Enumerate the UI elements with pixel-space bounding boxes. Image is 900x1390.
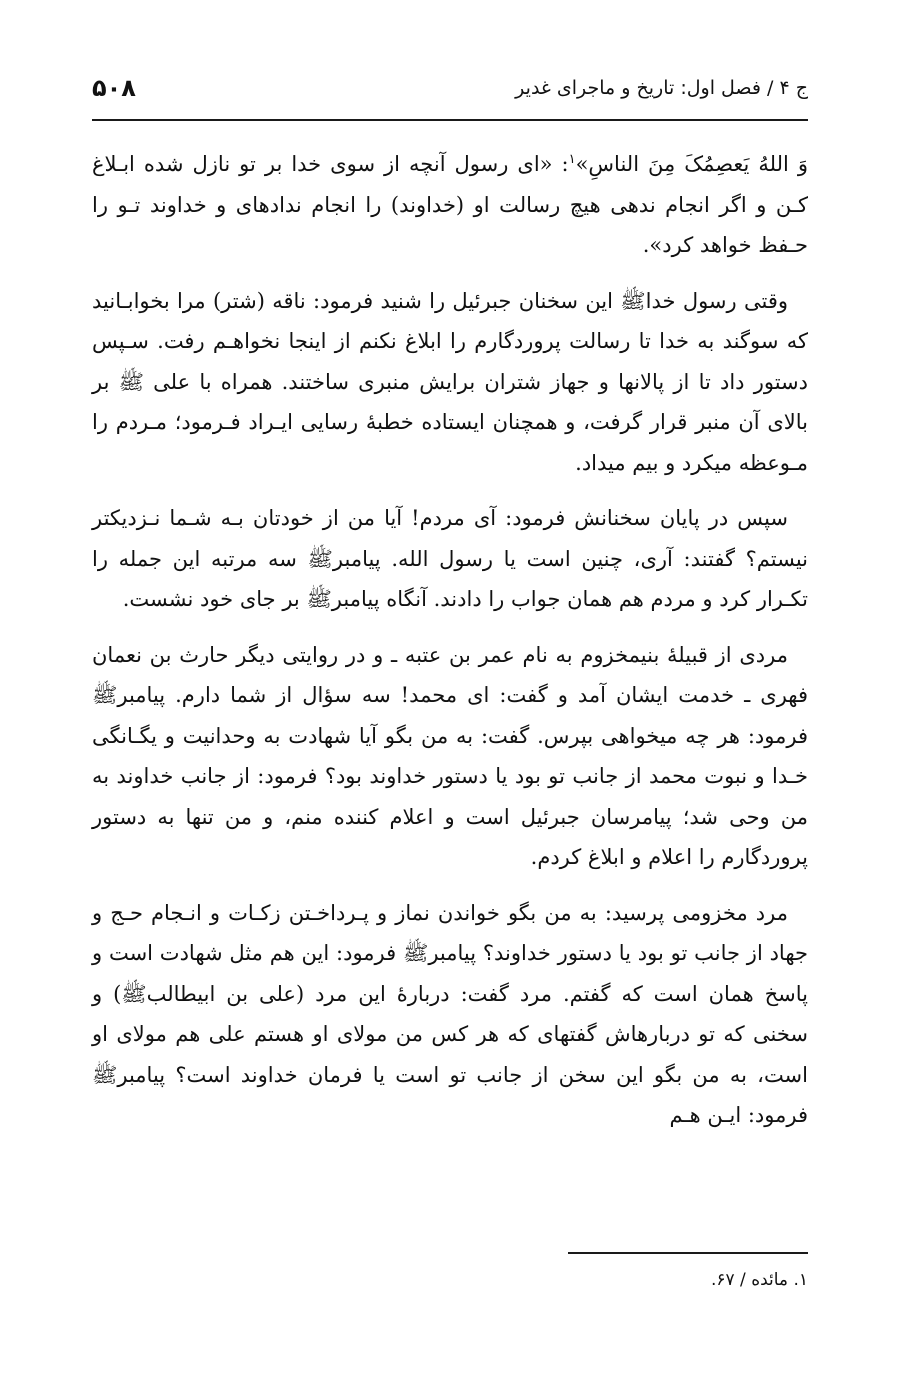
header-rule [92, 119, 808, 121]
paragraph-2: وقتی رسول خداﷺ این سخنان جبرئیل را شنید فرمود: ناقه (شتر) مرا بخوابـانید که سوگند به خدا تا رسالت پروردگارم را ابلاغ نکنم از اینجا نخواهـم رفت. سـپس دستور داد تا از پالانها و جهاز شتران برایش منبری ساختند. همراه با علی ﷺ بر بالای آن منبر قرار گرفت، و همچنان ایستاده خطبهٔ رسایی ایـراد فـرمود؛ مـردم را مـوعظه میکرد و بیم میداد. [92, 288, 808, 475]
footnote-reference: ۱ [568, 152, 576, 167]
paragraph-5: مرد مخزومی پرسید: به من بگو خواندن نماز و پـرداخـتن زکـات و انـجام حـج و جهاد از جانب تو بود یا دستور خداوند؟ پیامبرﷺ فرمود: این هم مثل شهادت است و پاسخ همان است که گفتم. مرد گفت: دربارهٔ این مرد (علی بن ابیطالبﷺ) و سخنی که تو دربارهاش گفتهای که هر کس من مولای او هستم علی هم مولای او است، به من بگو این سخن از جانب تو است یا فرمان خداوند است؟ پیامبرﷺ فرمود: ایـن هـم [92, 900, 808, 1127]
paragraph-1-text: : «ای رسول آنچه از سوی خدا بر تو نازل شده ابـلاغ کـن و اگر انجام ندهی هیچ رسالت او (خداوند) را انجام ندادهای و خداوند تـو را حـفظ خواهد کرد». [92, 152, 808, 257]
footnote-rule [568, 1252, 808, 1254]
book-page [92, 62, 808, 1302]
running-head: ج ۴ / فصل اول: تاریخ و ماجرای غدیر [515, 77, 808, 99]
paragraph-3: سپس در پایان سخنانش فرمود: آی مردم! آیا من از خودتان بـه شـما نـزدیکتر نیستم؟ گفتند: آری، چنین است یا رسول الله. پیامبرﷺ سه مرتبه این جمله را تکـرار کرد و مردم هم همان جواب را دادند. آنگاه پیامبرﷺ بر جای خود نشست. [92, 506, 808, 611]
page-header [92, 62, 808, 114]
quran-verse: وَ اللهُ يَعصِمُکَ مِنَ الناسِ» [575, 152, 808, 176]
page-number: ۵۰۸ [92, 74, 136, 102]
footnote: ۱. مائده / ۶۷. [710, 1270, 808, 1290]
paragraph-4: مردی از قبیلهٔ بنیمخزوم به نام عمر بن عتبه ـ و در روایتی دیگر حارث بن نعمان فهری ـ خدمت ایشان آمد و گفت: ای محمد! سه سؤال از شما دارم. پیامبرﷺ فرمود: هر چه میخواهی بپرس. گفت: به من بگو آیا شهادت به وحدانیت و یگـانگی خـدا و نبوت محمد از جانب تو بود یا دستور خداوند بود؟ فرمود: از جانب خداوند به من وحی شد؛ پیامرسان جبرئیل است و اعلام کننده منم، و من تنها به دستور پروردگارم را اعلام و ابلاغ کردم. [92, 642, 808, 869]
paragraph-1 [92, 144, 808, 266]
body-text [92, 144, 808, 1151]
